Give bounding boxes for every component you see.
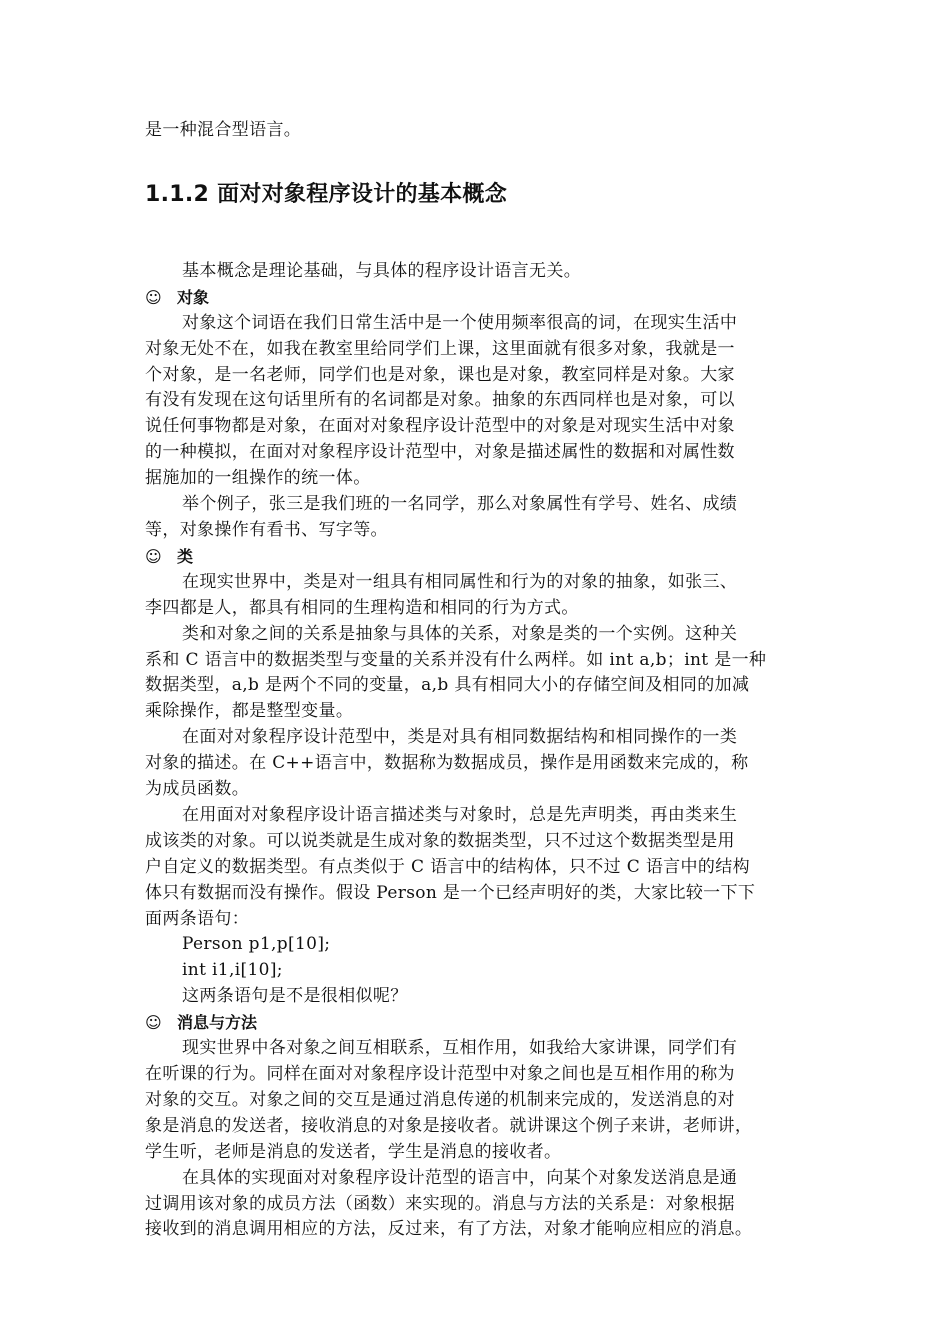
paragraph — [145, 1166, 815, 1244]
paragraph-line: 在具体的实现面对对象程序设计范型的语言中，向某个对象发送消息是通 — [182, 1167, 738, 1188]
paragraph — [145, 958, 815, 984]
paragraph — [145, 311, 815, 492]
paragraph-line: 对象这个词语在我们日常生活中是一个使用频率很高的词，在现实生活中 — [182, 312, 738, 333]
paragraph-line: int i1,i[10]; — [182, 960, 283, 981]
paragraph-line: 在听课的行为。同样在面对对象程序设计范型中对象之间也是互相作用的称为 — [145, 1064, 735, 1084]
paragraph-line: 系和 C 语言中的数据类型与变量的关系并没有什么两样。如 int a,b；int 是一种 — [145, 649, 767, 670]
paragraph-line: 据施加的一组操作的统一体。 — [145, 468, 371, 489]
paragraph-line: 现实世界中各对象之间互相联系，互相作用，如我给大家讲课，同学们有 — [182, 1038, 738, 1059]
bullet-title: 消息与方法 — [177, 1013, 258, 1033]
paragraph-line: 举个例子，张三是我们班的一名同学，那么对象属性有学号、姓名、成绩 — [182, 494, 738, 515]
smiley-icon: ☺ — [145, 287, 162, 307]
paragraph-line: 说任何事物都是对象，在面对对象程序设计范型中的对象是对现实生活中对象 — [145, 416, 735, 437]
paragraph-line: 学生听，老师是消息的发送者，学生是消息的接收者。 — [145, 1141, 562, 1162]
paragraph-line: 过调用该对象的成员方法（函数）来实现的。消息与方法的关系是：对象根据 — [145, 1193, 735, 1214]
paragraph-line: 对象的描述。在 C++语言中，数据称为数据成员，操作是用函数来完成的，称 — [145, 753, 749, 774]
bullet-title: 对象 — [177, 287, 210, 307]
paragraph-line: 的一种模拟，在面对对象程序设计范型中，对象是描述属性的数据和对属性数 — [145, 442, 735, 463]
paragraph-line: 这两条语句是不是很相似呢？ — [182, 986, 408, 1007]
paragraph — [145, 492, 815, 544]
paragraph — [145, 932, 815, 958]
paragraph-line: 户自定义的数据类型。有点类似于 C 语言中的结构体，只不过 C 语言中的结构 — [145, 856, 750, 877]
bullet-heading — [145, 544, 815, 570]
paragraph-line: 象是消息的发送者，接收消息的对象是接收者。就讲课这个例子来讲，老师讲， — [145, 1115, 753, 1136]
paragraph-line: 数据类型，a,b 是两个不同的变量，a,b 具有相同大小的存储空间及相同的加减 — [145, 675, 750, 696]
paragraph-line: 等，对象操作有看书、写字等。 — [145, 519, 388, 540]
paragraph-line: 对象无处不在，如我在教室里给同学们上课，这里面就有很多对象，我就是一 — [145, 338, 735, 359]
smiley-icon: ☺ — [145, 546, 162, 566]
paragraph — [145, 984, 815, 1010]
lead-paragraph: 基本概念是理论基础，与具体的程序设计语言无关。 — [182, 260, 582, 281]
paragraph-line: 类和对象之间的关系是抽象与具体的关系，对象是类的一个实例。这种关 — [182, 623, 738, 644]
paragraph-line: 面两条语句： — [145, 908, 250, 929]
paragraph — [145, 803, 815, 933]
paragraph-line: 体只有数据而没有操作。假设 Person 是一个已经声明好的类，大家比较一下下 — [145, 882, 756, 903]
bullet-heading — [145, 1010, 815, 1036]
paragraph-line: 为成员函数。 — [145, 779, 250, 800]
paragraph-line: 个对象，是一名老师，同学们也是对象，课也是对象，教室同样是对象。大家 — [145, 364, 735, 385]
paragraph-line: 在面对对象程序设计范型中，类是对具有相同数据结构和相同操作的一类 — [182, 727, 738, 748]
paragraph — [145, 725, 815, 803]
paragraph-line: Person p1,p[10]; — [182, 934, 331, 955]
paragraph — [145, 570, 815, 622]
paragraph-line: 李四都是人，都具有相同的生理构造和相同的行为方式。 — [145, 597, 579, 618]
section-heading: 1.1.2 面对对象程序设计的基本概念 — [145, 181, 507, 207]
paragraph — [145, 1036, 815, 1166]
intro-tail-text: 是一种混合型语言。 — [145, 120, 302, 140]
paragraph-line: 对象的交互。对象之间的交互是通过消息传递的机制来完成的，发送消息的对 — [145, 1089, 735, 1110]
paragraph-line: 成该类的对象。可以说类就是生成对象的数据类型，只不过这个数据类型是用 — [145, 830, 735, 851]
paragraph-line: 乘除操作，都是整型变量。 — [145, 701, 354, 722]
sections-container — [145, 285, 815, 1244]
paragraph-line: 在现实世界中，类是对一组具有相同属性和行为的对象的抽象，如张三、 — [182, 571, 738, 592]
smiley-icon: ☺ — [145, 1013, 162, 1033]
bullet-heading — [145, 285, 815, 311]
bullet-title: 类 — [177, 546, 194, 566]
paragraph — [145, 622, 815, 726]
paragraph-line: 在用面对对象程序设计语言描述类与对象时，总是先声明类，再由类来生 — [182, 804, 738, 825]
paragraph-line: 接收到的消息调用相应的方法，反过来，有了方法，对象才能响应相应的消息。 — [145, 1219, 753, 1240]
document-page — [145, 118, 815, 1243]
paragraph-line: 有没有发现在这句话里所有的名词都是对象。抽象的东西同样也是对象，可以 — [145, 390, 735, 411]
